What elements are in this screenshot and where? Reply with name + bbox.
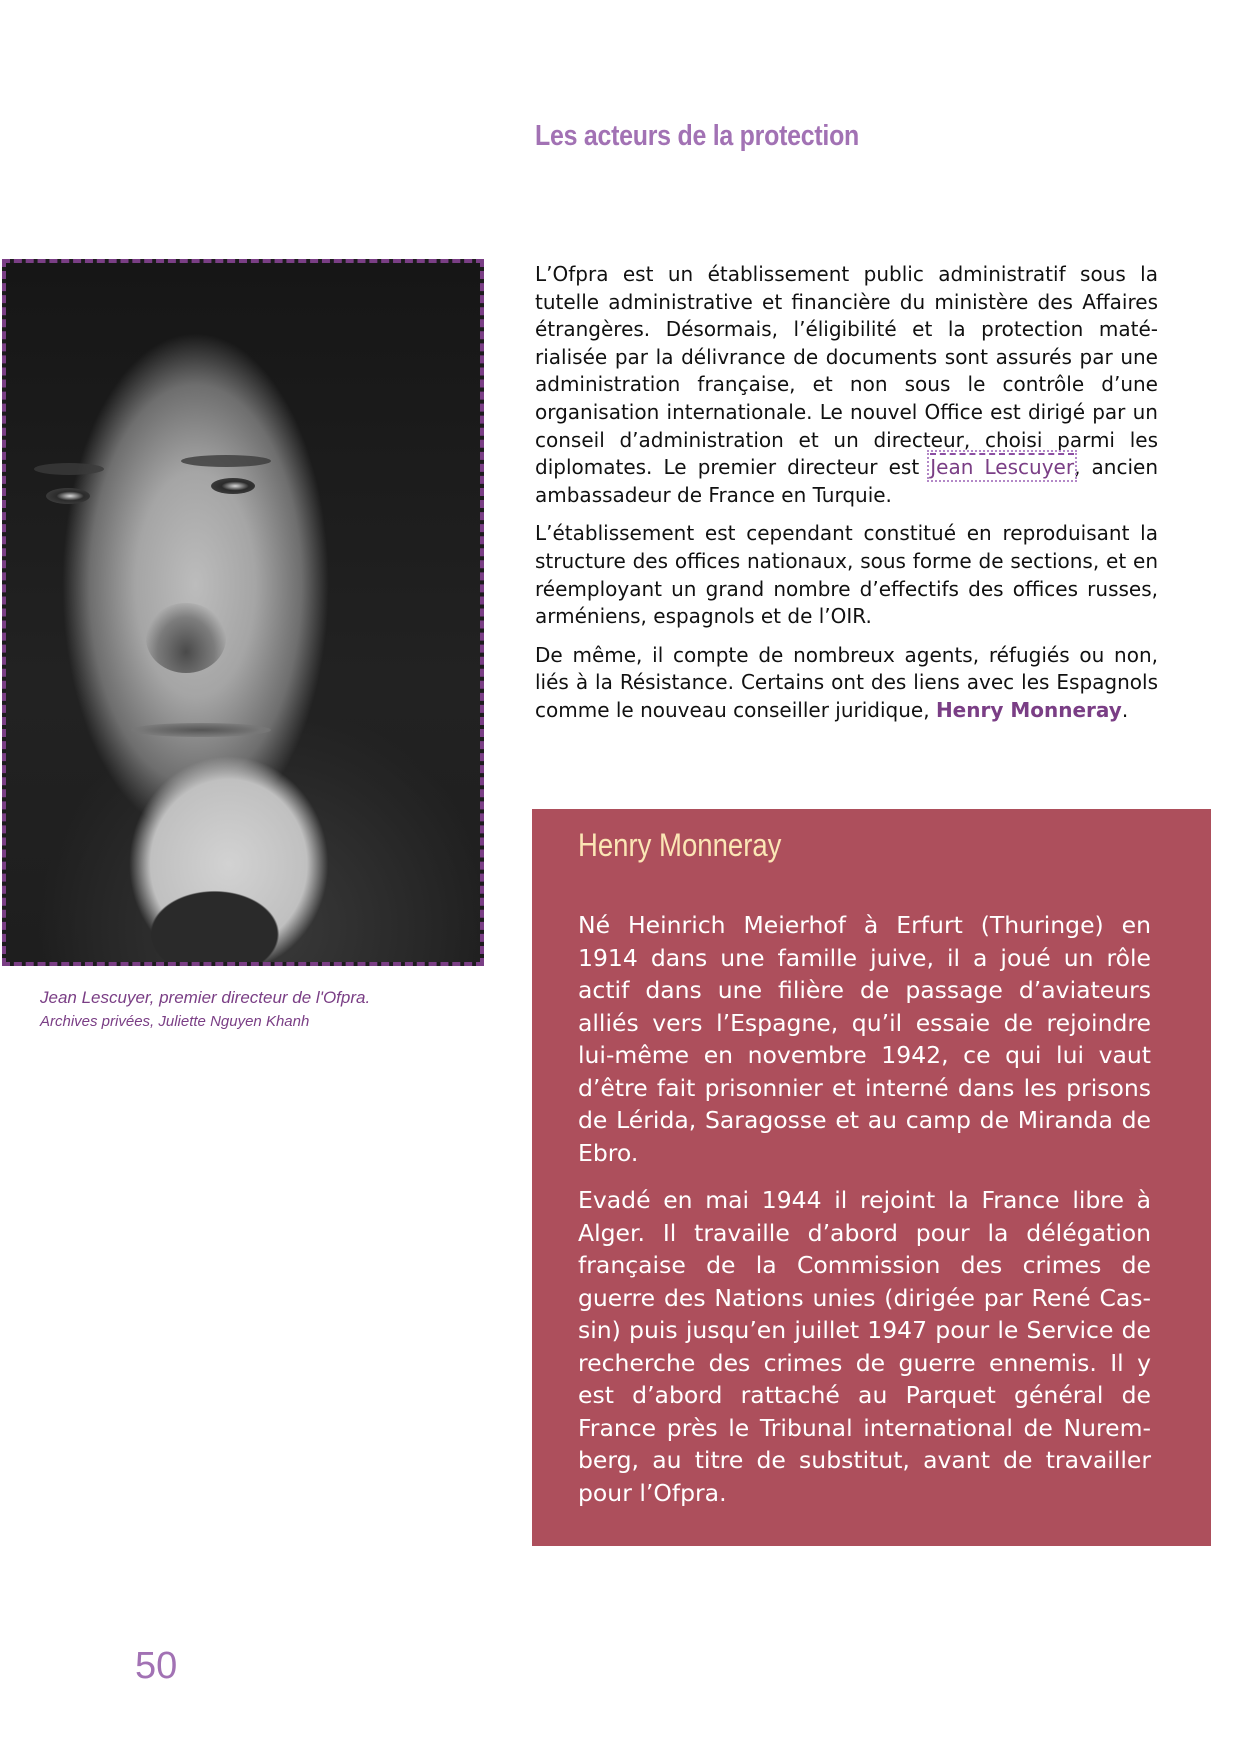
- photo-brow-right: [181, 455, 271, 467]
- paragraph-3: [535, 642, 1158, 725]
- photo-eye-left: [46, 488, 90, 504]
- sidebar-paragraph-2: Evadé en mai 1944 il rejoint la France libre à Alger. Il travaille d’abord pour la délégation française de la Commission des crimes de guerre des Nations unies (dirigée par René Cassin) puis jusqu’en juillet 1947 pour le Service de recherche des crimes de guerre ennemis. Il y est d’abord rattaché au Parquet général de France près le Tribunal international de Nuremberg, au titre de substitut, avant de travailler pour l’Ofpra.: [578, 1186, 1151, 1507]
- photo-eye-right: [211, 478, 255, 494]
- paragraph-1-text-end: , ancien ambassadeur de France en Turquie.: [535, 455, 1158, 507]
- section-title: Les acteurs de la protection: [535, 120, 860, 152]
- paragraph-3-text: De même, il compte de nombreux agents, réfugiés ou non, liés à la Résistance. Certains ont des liens avec les Espagnols comme le nouveau conseiller juridique,: [535, 642, 1158, 722]
- paragraph-1: [535, 261, 1158, 509]
- sidebar-paragraph-1: Né Heinrich Meierhof à Erfurt (Thuringe) en 1914 dans une famille juive, il a joué un rôle actif dans une filière de passage d’aviateurs alliés vers l’Espagne, qu’il essaie de rejoindre lui-même en novembre 1942, ce qui lui vaut d’être fait prisonnier et interné dans les prisons de Lérida, Saragosse et au camp de Miranda de Ebro.: [578, 911, 1151, 1167]
- paragraph-2: L’établissement est cependant constitué en reproduisant la structure des offices nationaux, sous forme de sections, et en réemployant un grand nombre d’effectifs des offices russes, arméniens, espagnols et de l’OIR.: [535, 521, 1158, 629]
- sidebar-title: Henry Monneray: [578, 827, 782, 863]
- photo-brow-left: [34, 463, 104, 475]
- paragraph-1-text: L’Ofpra est un établissement public administratif sous la tutelle administrative et financière du ministère des Affaires étrangères. Désormais, l’éligibilité et la protection matérialisée par la délivrance de documents sont assurés par une administration française, et non sous le contrôle d’une organisation internationale. Le nouvel Office est dirigé par un conseil d’administration et un directeur, choisi parmi les diplomates. Le premier directeur est: [535, 262, 1158, 480]
- main-text-column: [535, 261, 1158, 736]
- photo-caption: Jean Lescuyer, premier directeur de l'Ofpra.: [40, 988, 371, 1007]
- photo-credit: Archives privées, Juliette Nguyen Khanh: [40, 1013, 310, 1030]
- sidebar-text: [578, 909, 1151, 1524]
- portrait-photo: [6, 263, 480, 962]
- henry-monneray-sidebar: [532, 809, 1211, 1546]
- portrait-photo-frame: [2, 259, 484, 966]
- photo-nose: [146, 603, 226, 673]
- henry-monneray-name: Henry Monneray: [935, 697, 1122, 722]
- photo-mouth: [131, 723, 271, 737]
- page-number: 50: [135, 1645, 178, 1687]
- jean-lescuyer-link[interactable]: Jean Lescuyer: [930, 455, 1075, 480]
- paragraph-3-text-end: .: [1121, 697, 1129, 722]
